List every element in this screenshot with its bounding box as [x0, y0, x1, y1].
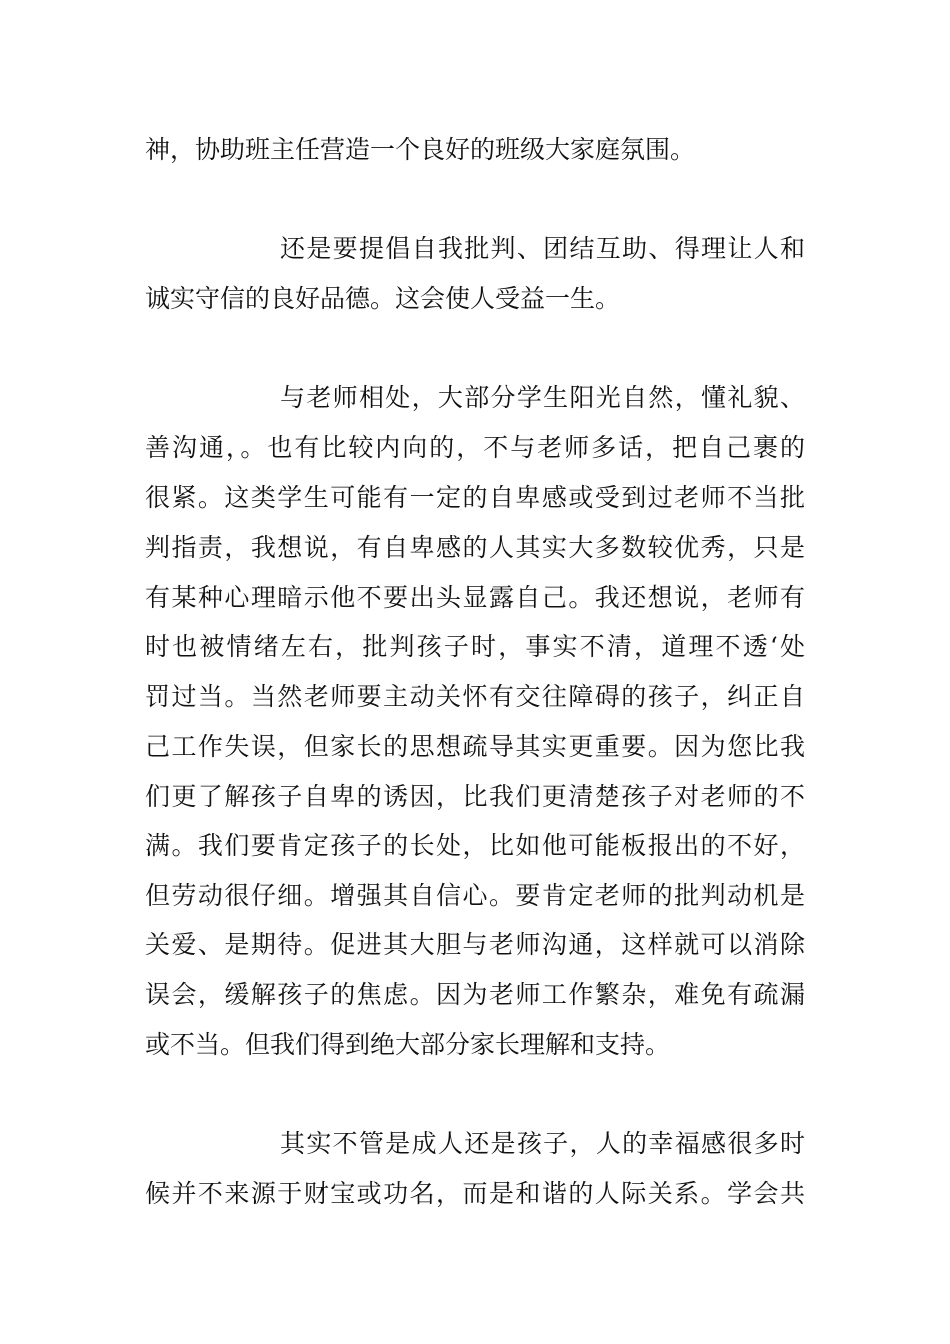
paragraph-3-line-11: 但劳动很仔细。增强其自信心。要肯定老师的批判动机是	[145, 881, 805, 910]
paragraph-3-line-4: 判指责，我想说，有自卑感的人其实大多数较优秀，只是	[145, 533, 805, 562]
paragraph-2-line-2: 诚实守信的良好品德。这会使人受益一生。	[145, 284, 621, 313]
paragraph-3-line-13: 误会，缓解孩子的焦虑。因为老师工作繁杂，难免有疏漏	[145, 980, 805, 1009]
paragraph-1-line-1: 神，协助班主任营造一个良好的班级大家庭氛围。	[145, 135, 696, 164]
paragraph-3-line-12: 关爱、是期待。促进其大胆与老师沟通，这样就可以消除	[145, 930, 805, 959]
paragraph-3-line-10: 满。我们要肯定孩子的长处，比如他可能板报出的不好，	[145, 831, 805, 860]
paragraph-3-line-9: 们更了解孩子自卑的诱因，比我们更清楚孩子对老师的不	[145, 782, 805, 811]
paragraph-3-line-3: 很紧。这类学生可能有一定的自卑感或受到过老师不当批	[145, 483, 805, 512]
paragraph-3-line-5: 有某种心理暗示他不要出头显露自己。我还想说，老师有	[145, 583, 805, 612]
paragraph-3-line-2: 善沟通，。也有比较内向的，不与老师多话，把自己裹的	[145, 433, 805, 462]
paragraph-4-line-2: 候并不来源于财宝或功名，而是和谐的人际关系。学会共	[145, 1179, 805, 1208]
paragraph-2-line-1: 还是要提倡自我批判、团结互助、得理让人和	[280, 234, 805, 263]
paragraph-4-line-1: 其实不管是成人还是孩子，人的幸福感很多时	[280, 1129, 805, 1158]
paragraph-3-line-1: 与老师相处，大部分学生阳光自然，懂礼貌、	[280, 383, 805, 412]
paragraph-3-line-8: 己工作失误，但家长的思想疏导其实更重要。因为您比我	[145, 732, 805, 761]
paragraph-3-line-7: 罚过当。当然老师要主动关怀有交往障碍的孩子，纠正自	[145, 682, 805, 711]
paragraph-3-line-6: 时也被情绪左右，批判孩子时，事实不清，道理不透‘处	[145, 632, 805, 661]
paragraph-3-line-14: 或不当。但我们得到绝大部分家长理解和支持。	[145, 1030, 671, 1059]
